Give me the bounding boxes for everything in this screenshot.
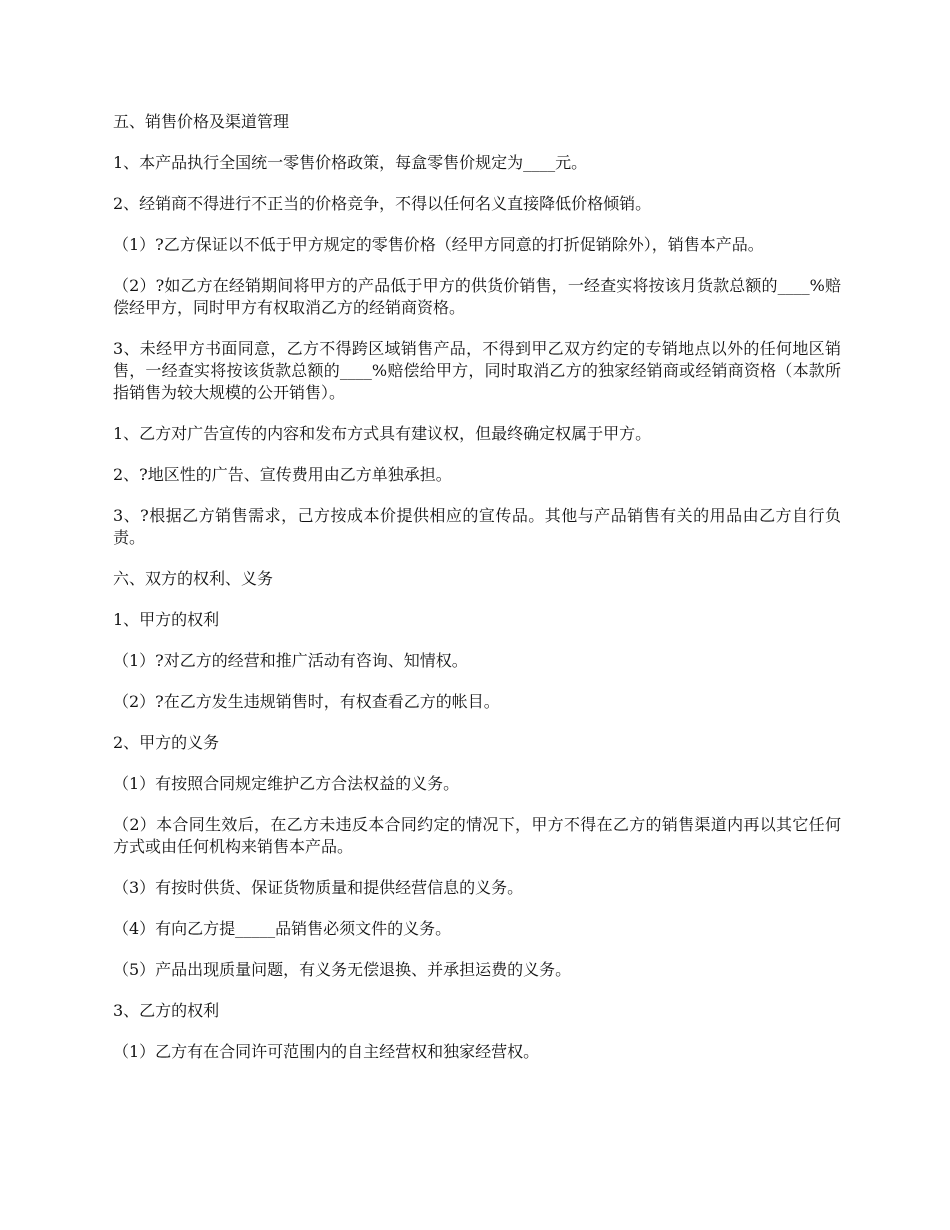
paragraph: （1）?对乙方的经营和推广活动有咨询、知情权。 [113,651,468,670]
paragraph: （2）本合同生效后，在乙方未违反本合同约定的情况下，甲方不得在乙方的销售渠道内再以其它任何方式或由任何机构来销售本产品。 [113,815,841,856]
paragraph: 1、乙方对广告宣传的内容和发布方式具有建议权，但最终确定权属于甲方。 [113,424,652,443]
subsection-heading: 2、甲方的义务 [113,733,220,752]
paragraph: 2、?地区性的广告、宣传费用由乙方单独承担。 [113,465,452,484]
paragraph: （4）有向乙方提_____品销售必须文件的义务。 [113,919,452,938]
paragraph: （1）乙方有在合同许可范围内的自主经营权和独家经营权。 [113,1042,540,1061]
section-heading-sales-price: 五、销售价格及渠道管理 [113,112,290,131]
paragraph: （3）有按时供货、保证货物质量和提供经营信息的义务。 [113,878,524,897]
paragraph: 3、?根据乙方销售需求，己方按成本价提供相应的宣传品。其他与产品销售有关的用品由乙方自行负责。 [113,506,841,547]
subsection-heading: 1、甲方的权利 [113,610,220,629]
paragraph: 3、未经甲方书面同意，乙方不得跨区域销售产品，不得到甲乙双方约定的专销地点以外的任何地区销售，一经查实将按该货款总额的____%赔偿给甲方，同时取消乙方的独家经销商或经销商资格（本款所指销售为较大规模的公开销售）。 [113,339,841,402]
section-heading-rights-obligations: 六、双方的权利、义务 [113,569,274,588]
subsection-heading: 3、乙方的权利 [113,1001,220,1020]
document-body [113,111,841,1082]
paragraph: （1）?乙方保证以不低于甲方规定的零售价格（经甲方同意的打折促销除外），销售本产品。 [113,235,764,254]
paragraph: （5）产品出现质量问题，有义务无偿退换、并承担运费的义务。 [113,960,572,979]
paragraph: （2）?如乙方在经销期间将甲方的产品低于甲方的供货价销售，一经查实将按该月货款总额的____%赔偿经甲方，同时甲方有权取消乙方的经销商资格。 [113,276,841,317]
paragraph: （2）?在乙方发生违规销售时，有权查看乙方的帐目。 [113,692,500,711]
paragraph: （1）有按照合同规定维护乙方合法权益的义务。 [113,774,460,793]
paragraph: 1、本产品执行全国统一零售价格政策，每盒零售价规定为____元。 [113,153,588,172]
paragraph: 2、经销商不得进行不正当的价格竞争，不得以任何名义直接降低价格倾销。 [113,194,652,213]
